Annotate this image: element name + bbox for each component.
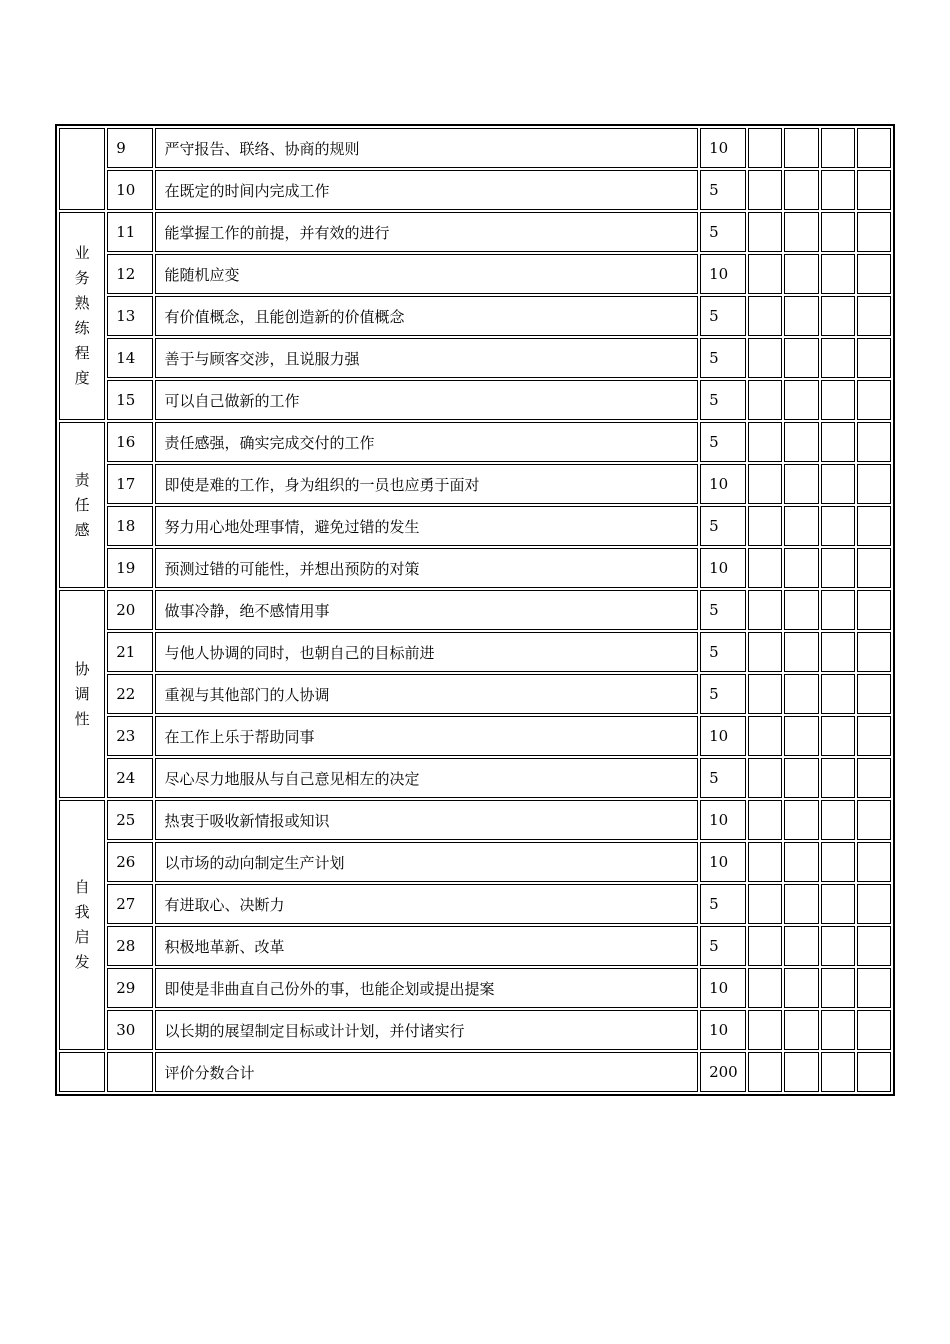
total-category-cell [59, 1052, 105, 1092]
table-row [59, 674, 891, 714]
rating-cell[interactable] [784, 716, 818, 756]
category-cell [59, 422, 105, 588]
table-row [59, 590, 891, 630]
rating-cell[interactable] [784, 926, 818, 966]
item-text: 严守报告、联络、协商的规则 [155, 128, 698, 168]
rating-cell[interactable] [821, 842, 855, 882]
rating-cell[interactable] [748, 926, 782, 966]
rating-cell[interactable] [748, 254, 782, 294]
rating-cell[interactable] [857, 842, 891, 882]
table-row [59, 800, 891, 840]
rating-cell[interactable] [784, 380, 818, 420]
table-row [59, 380, 891, 420]
rating-cell[interactable] [748, 590, 782, 630]
rating-cell[interactable] [821, 800, 855, 840]
rating-cell[interactable] [784, 758, 818, 798]
total-label: 评价分数合计 [155, 1052, 698, 1092]
item-max-score: 5 [700, 590, 746, 630]
table-row [59, 716, 891, 756]
rating-cell[interactable] [821, 422, 855, 462]
item-text: 尽心尽力地服从与自己意见相左的决定 [155, 758, 698, 798]
item-max-score: 5 [700, 212, 746, 252]
table-row [59, 884, 891, 924]
rating-cell[interactable] [857, 380, 891, 420]
rating-cell[interactable] [821, 1052, 855, 1092]
rating-cell[interactable] [857, 338, 891, 378]
item-max-score: 5 [700, 296, 746, 336]
rating-cell[interactable] [857, 1052, 891, 1092]
item-text: 即使是难的工作，身为组织的一员也应勇于面对 [155, 464, 698, 504]
category-char: 性 [74, 709, 90, 728]
item-text: 在工作上乐于帮助同事 [155, 716, 698, 756]
item-max-score: 5 [700, 380, 746, 420]
item-number: 22 [107, 674, 153, 714]
item-max-score: 5 [700, 170, 746, 210]
rating-cell[interactable] [857, 548, 891, 588]
table-row [59, 1010, 891, 1050]
rating-cell[interactable] [748, 800, 782, 840]
table-row [59, 548, 891, 588]
item-text: 可以自己做新的工作 [155, 380, 698, 420]
rating-cell[interactable] [857, 212, 891, 252]
item-number: 15 [107, 380, 153, 420]
rating-cell[interactable] [857, 464, 891, 504]
item-number: 18 [107, 506, 153, 546]
item-text: 以长期的展望制定目标或计计划，并付诸实行 [155, 1010, 698, 1050]
rating-cell[interactable] [857, 422, 891, 462]
rating-cell[interactable] [821, 590, 855, 630]
category-char: 度 [74, 369, 90, 387]
rating-cell[interactable] [784, 674, 818, 714]
rating-cell[interactable] [821, 212, 855, 252]
rating-cell[interactable] [821, 170, 855, 210]
rating-cell[interactable] [821, 968, 855, 1008]
rating-cell[interactable] [748, 1010, 782, 1050]
item-max-score: 10 [700, 716, 746, 756]
rating-cell[interactable] [821, 464, 855, 504]
rating-cell[interactable] [821, 254, 855, 294]
item-max-score: 10 [700, 968, 746, 1008]
item-max-score: 10 [700, 548, 746, 588]
rating-cell[interactable] [821, 338, 855, 378]
rating-cell[interactable] [784, 800, 818, 840]
item-max-score: 10 [700, 128, 746, 168]
rating-cell[interactable] [748, 128, 782, 168]
rating-cell[interactable] [857, 632, 891, 672]
rating-cell[interactable] [748, 632, 782, 672]
item-max-score: 10 [700, 254, 746, 294]
rating-cell[interactable] [784, 464, 818, 504]
category-char: 任 [74, 495, 90, 514]
rating-cell[interactable] [821, 884, 855, 924]
table-row [59, 212, 891, 252]
rating-cell[interactable] [784, 884, 818, 924]
table-row [59, 758, 891, 798]
rating-cell[interactable] [857, 674, 891, 714]
category-cell [59, 128, 105, 210]
rating-cell[interactable] [748, 674, 782, 714]
rating-cell[interactable] [857, 716, 891, 756]
rating-cell[interactable] [821, 674, 855, 714]
table-row [59, 128, 891, 168]
rating-cell[interactable] [821, 716, 855, 756]
rating-cell[interactable] [784, 338, 818, 378]
category-char: 发 [74, 953, 90, 971]
rating-cell[interactable] [748, 170, 782, 210]
table-row [59, 338, 891, 378]
item-text: 努力用心地处理事情，避免过错的发生 [155, 506, 698, 546]
item-text: 有价值概念，且能创造新的价值概念 [155, 296, 698, 336]
rating-cell[interactable] [748, 842, 782, 882]
item-max-score: 5 [700, 884, 746, 924]
item-text: 以市场的动向制定生产计划 [155, 842, 698, 882]
table-row [59, 506, 891, 546]
rating-cell[interactable] [821, 548, 855, 588]
rating-cell[interactable] [857, 506, 891, 546]
evaluation-table [55, 124, 895, 1096]
rating-cell[interactable] [748, 380, 782, 420]
category-char: 启 [74, 928, 90, 946]
item-max-score: 5 [700, 926, 746, 966]
table-row [59, 926, 891, 966]
item-number: 27 [107, 884, 153, 924]
item-text: 善于与顾客交涉，且说服力强 [155, 338, 698, 378]
item-max-score: 10 [700, 464, 746, 504]
item-text: 重视与其他部门的人协调 [155, 674, 698, 714]
item-number: 9 [107, 128, 153, 168]
rating-cell[interactable] [784, 590, 818, 630]
rating-cell[interactable] [821, 296, 855, 336]
table-body [59, 128, 891, 1092]
rating-cell[interactable] [857, 1010, 891, 1050]
rating-cell[interactable] [821, 380, 855, 420]
rating-cell[interactable] [821, 632, 855, 672]
category-char: 业 [74, 244, 90, 262]
rating-cell[interactable] [784, 968, 818, 1008]
category-char: 我 [74, 903, 90, 921]
item-number: 20 [107, 590, 153, 630]
rating-cell[interactable] [857, 590, 891, 630]
category-char: 责 [74, 470, 90, 489]
item-number: 21 [107, 632, 153, 672]
item-number: 23 [107, 716, 153, 756]
item-text: 做事冷静，绝不感情用事 [155, 590, 698, 630]
category-char: 程 [74, 344, 90, 362]
item-text: 在既定的时间内完成工作 [155, 170, 698, 210]
item-number: 10 [107, 170, 153, 210]
item-max-score: 5 [700, 674, 746, 714]
item-number: 26 [107, 842, 153, 882]
item-number: 24 [107, 758, 153, 798]
item-text: 预测过错的可能性，并想出预防的对策 [155, 548, 698, 588]
item-number: 25 [107, 800, 153, 840]
item-number: 17 [107, 464, 153, 504]
rating-cell[interactable] [784, 506, 818, 546]
rating-cell[interactable] [784, 548, 818, 588]
total-row [59, 1052, 891, 1092]
rating-cell[interactable] [821, 506, 855, 546]
item-number: 19 [107, 548, 153, 588]
rating-cell[interactable] [784, 170, 818, 210]
item-max-score: 10 [700, 800, 746, 840]
item-max-score: 5 [700, 758, 746, 798]
table-row [59, 632, 891, 672]
item-max-score: 10 [700, 1010, 746, 1050]
table-row [59, 170, 891, 210]
rating-cell[interactable] [784, 842, 818, 882]
item-number: 11 [107, 212, 153, 252]
category-char: 熟 [74, 294, 90, 312]
item-max-score: 5 [700, 338, 746, 378]
table-row [59, 254, 891, 294]
rating-cell[interactable] [857, 926, 891, 966]
rating-cell[interactable] [748, 338, 782, 378]
category-cell [59, 800, 105, 1050]
category-char: 调 [74, 684, 90, 703]
rating-cell[interactable] [784, 212, 818, 252]
rating-cell[interactable] [784, 1052, 818, 1092]
category-char: 务 [74, 269, 90, 287]
item-text: 能掌握工作的前提，并有效的进行 [155, 212, 698, 252]
rating-cell[interactable] [748, 548, 782, 588]
table-row [59, 968, 891, 1008]
total-number-cell [107, 1052, 153, 1092]
item-max-score: 5 [700, 632, 746, 672]
item-number: 28 [107, 926, 153, 966]
rating-cell[interactable] [857, 296, 891, 336]
rating-cell[interactable] [748, 884, 782, 924]
rating-cell[interactable] [857, 884, 891, 924]
rating-cell[interactable] [784, 632, 818, 672]
table-row [59, 842, 891, 882]
rating-cell[interactable] [748, 716, 782, 756]
rating-cell[interactable] [748, 464, 782, 504]
rating-cell[interactable] [748, 506, 782, 546]
item-number: 13 [107, 296, 153, 336]
item-text: 责任感强，确实完成交付的工作 [155, 422, 698, 462]
rating-cell[interactable] [821, 1010, 855, 1050]
item-max-score: 5 [700, 506, 746, 546]
rating-cell[interactable] [857, 800, 891, 840]
item-max-score: 5 [700, 422, 746, 462]
rating-cell[interactable] [857, 128, 891, 168]
item-number: 30 [107, 1010, 153, 1050]
item-text: 热衷于吸收新情报或知识 [155, 800, 698, 840]
item-max-score: 10 [700, 842, 746, 882]
rating-cell[interactable] [857, 254, 891, 294]
category-char: 自 [74, 878, 90, 896]
rating-cell[interactable] [784, 128, 818, 168]
table-row [59, 422, 891, 462]
item-text: 即使是非曲直自己份外的事，也能企划或提出提案 [155, 968, 698, 1008]
rating-cell[interactable] [784, 1010, 818, 1050]
rating-cell[interactable] [748, 758, 782, 798]
rating-cell[interactable] [748, 212, 782, 252]
rating-cell[interactable] [857, 758, 891, 798]
item-number: 12 [107, 254, 153, 294]
rating-cell[interactable] [748, 968, 782, 1008]
item-text: 有进取心、决断力 [155, 884, 698, 924]
rating-cell[interactable] [748, 296, 782, 336]
rating-cell[interactable] [857, 968, 891, 1008]
category-char: 练 [74, 319, 90, 337]
category-cell [59, 212, 105, 420]
item-number: 14 [107, 338, 153, 378]
table-row [59, 464, 891, 504]
rating-cell[interactable] [857, 170, 891, 210]
category-char: 感 [74, 520, 90, 539]
rating-cell[interactable] [784, 254, 818, 294]
rating-cell[interactable] [748, 1052, 782, 1092]
rating-cell[interactable] [748, 422, 782, 462]
total-score: 200 [700, 1052, 746, 1092]
category-char: 协 [74, 659, 90, 678]
item-text: 与他人协调的同时，也朝自己的目标前进 [155, 632, 698, 672]
rating-cell[interactable] [821, 758, 855, 798]
rating-cell[interactable] [821, 926, 855, 966]
rating-cell[interactable] [821, 128, 855, 168]
rating-cell[interactable] [784, 422, 818, 462]
item-text: 积极地革新、改革 [155, 926, 698, 966]
item-text: 能随机应变 [155, 254, 698, 294]
rating-cell[interactable] [784, 296, 818, 336]
item-number: 29 [107, 968, 153, 1008]
category-cell [59, 590, 105, 798]
table-row [59, 296, 891, 336]
item-number: 16 [107, 422, 153, 462]
